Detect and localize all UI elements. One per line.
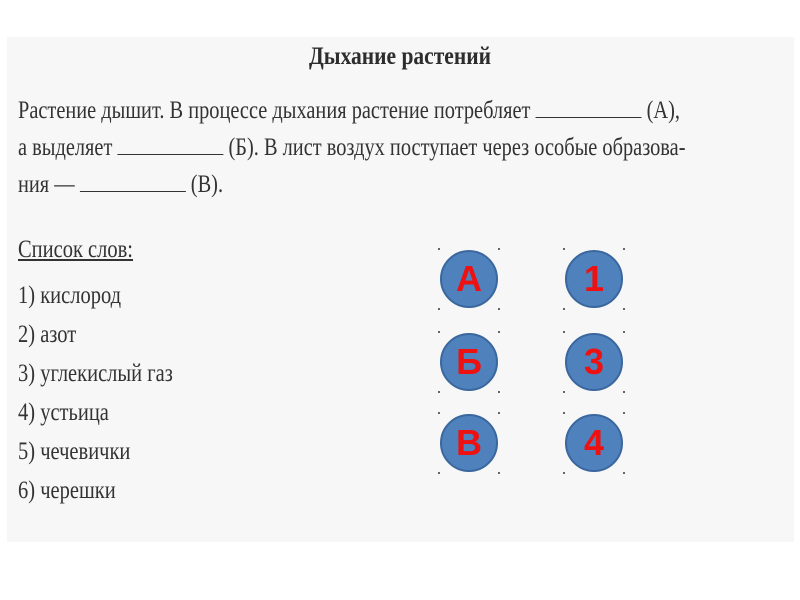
task-line-3 bbox=[18, 166, 670, 203]
task-line-1-start: Растение дышит. В процессе дыхания растение потребляет bbox=[18, 97, 536, 124]
task-line-2-end: (Б). В лист воздух поступает через особые образова- bbox=[223, 134, 686, 161]
task-line-3-start: ния — bbox=[18, 171, 80, 198]
number-circle-a[interactable]: 1 bbox=[565, 250, 623, 308]
number-circle-v[interactable]: 4 bbox=[565, 414, 623, 472]
task-text bbox=[18, 92, 686, 203]
answer-cell-2 bbox=[565, 333, 623, 391]
list-item: 5) чечевички bbox=[18, 438, 131, 465]
task-line-1-end: (А), bbox=[641, 97, 680, 124]
list-item: 4) устьица bbox=[18, 399, 109, 426]
answer-cell-b bbox=[440, 333, 498, 391]
word-list-title: Список слов: bbox=[18, 236, 134, 263]
page-title: Дыхание растений bbox=[308, 43, 491, 70]
answer-cell-a bbox=[440, 250, 498, 308]
task-line-2 bbox=[18, 129, 686, 166]
answer-cell-3 bbox=[565, 414, 623, 472]
letter-circle-a[interactable]: А bbox=[440, 250, 498, 308]
blank-v bbox=[80, 171, 186, 192]
task-line-1 bbox=[18, 92, 680, 129]
list-item: 3) углекислый газ bbox=[18, 360, 173, 387]
number-circle-b[interactable]: 3 bbox=[565, 333, 623, 391]
list-item: 2) азот bbox=[18, 321, 77, 348]
list-item: 1) кислород bbox=[18, 282, 122, 309]
blank-a bbox=[536, 97, 642, 118]
answer-cell-1 bbox=[565, 250, 623, 308]
letter-circle-v[interactable]: В bbox=[440, 414, 498, 472]
blank-b bbox=[117, 134, 223, 155]
task-line-3-end: (В). bbox=[185, 171, 224, 198]
task-line-2-start: а выделяет bbox=[18, 134, 118, 161]
answer-cell-v bbox=[440, 414, 498, 472]
list-item: 6) черешки bbox=[18, 477, 116, 504]
word-list bbox=[18, 282, 207, 516]
letter-circle-b[interactable]: Б bbox=[440, 333, 498, 391]
